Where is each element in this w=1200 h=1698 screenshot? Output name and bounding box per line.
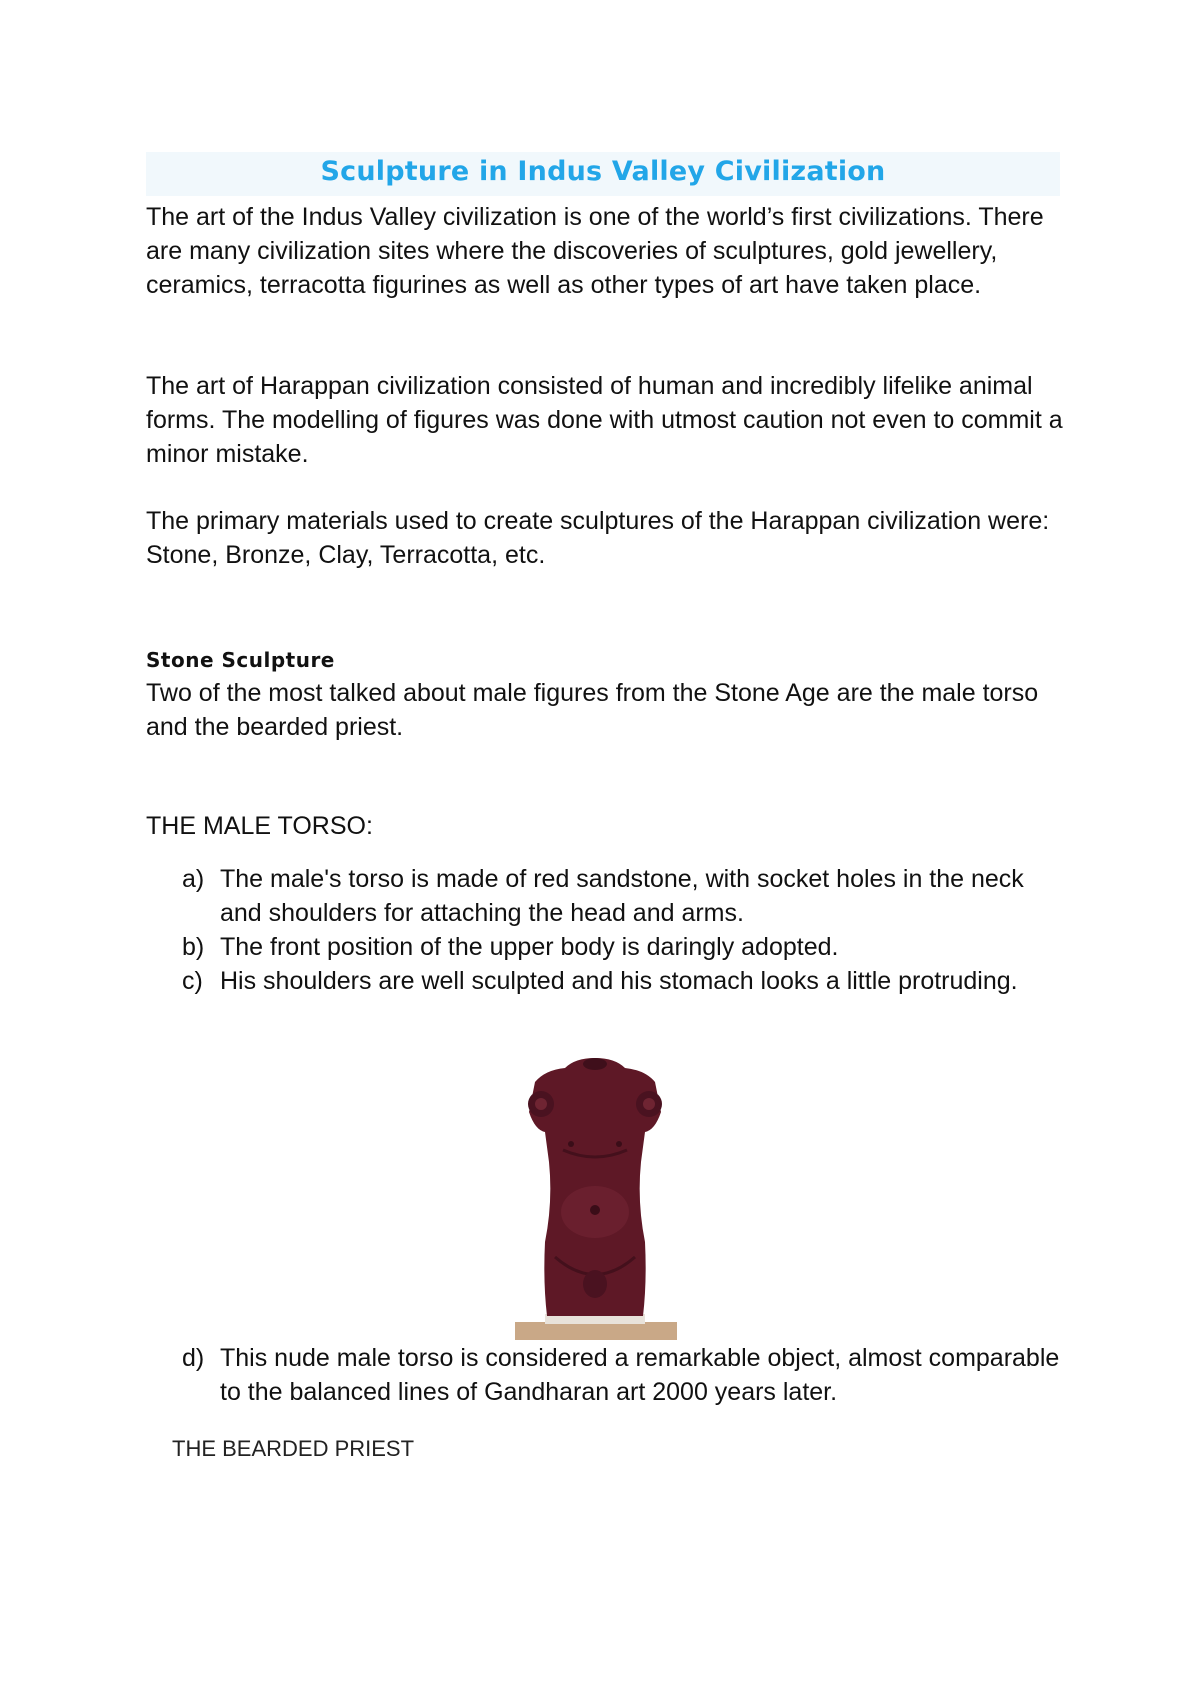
list-marker: b) [182, 933, 205, 961]
list-item-text: The front position of the upper body is daringly adopted. [220, 933, 839, 961]
list-marker: a) [182, 865, 205, 893]
neck-socket [583, 1058, 607, 1070]
list-marker: c) [182, 967, 203, 995]
list-item-text: The male's torso is made of red sandstone, with socket holes in the neck and shoulders for attaching the head and arms. [220, 865, 1024, 927]
list-item [180, 964, 1060, 998]
male-torso-heading: THE MALE TORSO: [146, 812, 373, 840]
left-socket-hole [535, 1098, 547, 1110]
list-item-text: His shoulders are well sculpted and his stomach looks a little protruding. [220, 967, 1018, 995]
page-title: Sculpture in Indus Valley Civilization [320, 156, 886, 187]
navel [590, 1205, 600, 1215]
materials-paragraph: The primary materials used to create sculptures of the Harappan civilization were: Stone, Bronze, Clay, Terracotta, etc. [146, 507, 1050, 569]
right-nipple [616, 1141, 622, 1147]
list-item-text: This nude male torso is considered a remarkable object, almost comparable to the balanced lines of Gandharan art 2000 years later. [220, 1344, 1060, 1406]
left-nipple [568, 1141, 574, 1147]
male-torso-image [505, 1052, 685, 1342]
male-torso-list [180, 862, 1060, 998]
intro-paragraph: The art of the Indus Valley civilization is one of the world’s first civilizations. There are many civilization sites where the discoveries of sculptures, gold jewellery, ceramics, terracotta figurines as well as other types of art have taken place. [146, 203, 1044, 299]
list-item [180, 862, 1060, 930]
harappan-art-paragraph: The art of Harappan civilization consisted of human and incredibly lifelike animal forms. The modelling of figures was done with utmost caution not even to commit a minor mistake. [146, 372, 1063, 468]
stone-sculpture-paragraph: Two of the most talked about male figures from the Stone Age are the male torso and the bearded priest. [146, 679, 1039, 741]
list-item [180, 1341, 1060, 1409]
right-socket-hole [643, 1098, 655, 1110]
list-marker: d) [182, 1344, 205, 1372]
male-torso-list-continued [180, 1341, 1060, 1409]
bearded-priest-heading: THE BEARDED PRIEST [172, 1436, 415, 1461]
list-item [180, 930, 1060, 964]
groin-shape [583, 1270, 607, 1298]
stone-sculpture-heading: Stone Sculpture [146, 648, 335, 672]
pedestal-shape [515, 1322, 677, 1340]
